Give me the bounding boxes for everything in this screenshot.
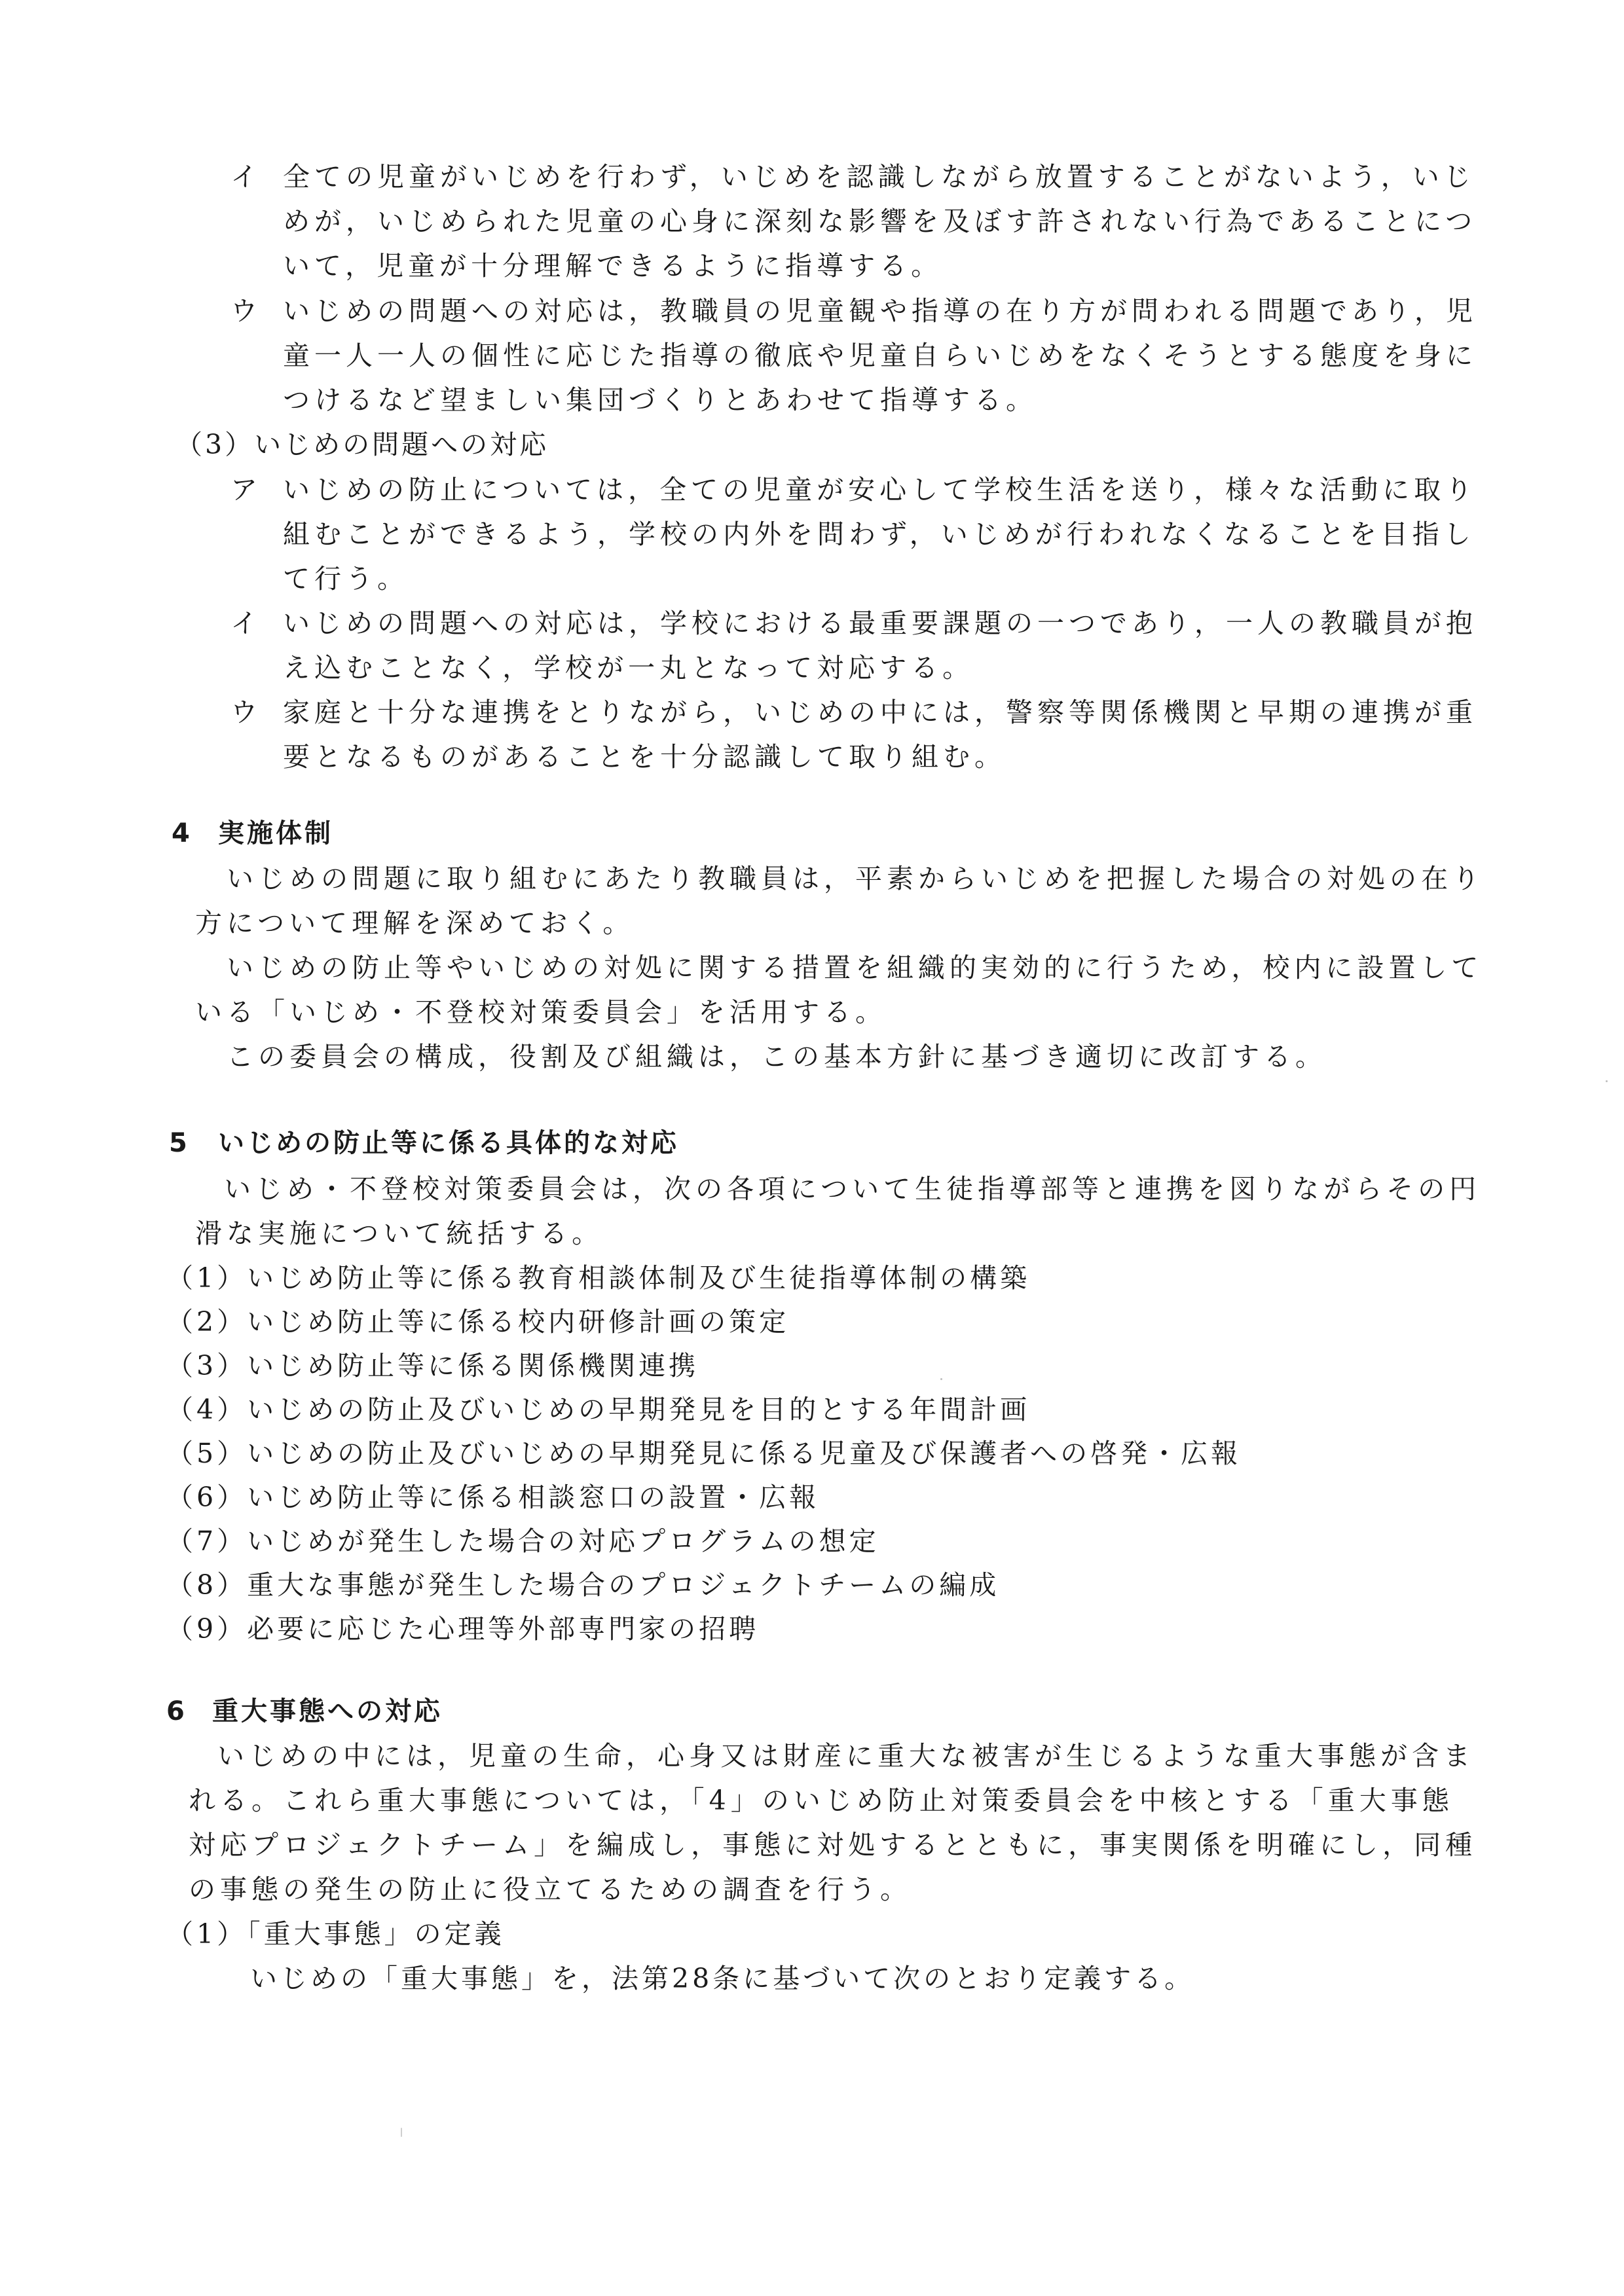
paragraph-line: 対応プロジェクトチーム」を編成し，事態に対処するとともに，事実関係を明確にし，同種 bbox=[189, 1829, 1477, 1861]
paragraph-line: いじめの中には，児童の生命，心身又は財産に重大な被害が生じるような重大事態が含ま bbox=[217, 1740, 1475, 1772]
paragraph-line: いじめの防止等やいじめの対処に関する措置を組織的実効的に行うため，校内に設置して bbox=[227, 952, 1483, 983]
list-item: （5）いじめの防止及びいじめの早期発見に係る児童及び保護者への啓発・広報 bbox=[166, 1438, 1242, 1469]
list-item: （1）いじめ防止等に係る教育相談体制及び生徒指導体制の構築 bbox=[166, 1262, 1031, 1294]
paragraph-line: れる。これら重大事態については，「4」のいじめ防止対策委員会を中核とする「重大事態 bbox=[189, 1785, 1454, 1816]
section-title: いじめの防止等に係る具体的な対応 bbox=[218, 1128, 679, 1158]
list-item: （8）重大な事態が発生した場合のプロジェクトチームの編成 bbox=[166, 1569, 1000, 1601]
paragraph-line: この委員会の構成，役割及び組織は，この基本方針に基づき適切に改訂する。 bbox=[227, 1041, 1327, 1072]
item-marker-i: イ bbox=[231, 608, 257, 639]
item-marker-a: ア bbox=[231, 474, 257, 505]
sub-heading: （1）「重大事態」の定義 bbox=[166, 1918, 505, 1950]
paragraph-line: いじめの問題に取り組むにあたり教職員は，平素からいじめを把握した場合の対処の在り bbox=[227, 863, 1484, 894]
paragraph-line: いじめの問題への対応は，学校における最重要課題の一つであり，一人の教職員が抱 bbox=[283, 608, 1477, 639]
paragraph-line: 組むことができるよう，学校の内外を問わず，いじめが行われなくなることを目指し bbox=[283, 519, 1475, 550]
section-number: 6 bbox=[166, 1696, 187, 1726]
item-marker-u: ウ bbox=[231, 697, 257, 728]
scan-speck bbox=[401, 2128, 402, 2137]
paragraph-line: いて，児童が十分理解できるように指導する。 bbox=[283, 250, 943, 282]
paragraph-line: いじめの「重大事態」を，法第28条に基づいて次のとおり定義する。 bbox=[250, 1963, 1195, 1994]
list-item: （3）いじめ防止等に係る関係機関連携 bbox=[166, 1350, 699, 1381]
list-item: （9）必要に応じた心理等外部専門家の招聘 bbox=[166, 1613, 760, 1645]
paragraph-line: 童一人一人の個性に応じた指導の徹底や児童自らいじめをなくそうとする態度を身に bbox=[283, 340, 1477, 371]
paragraph-line: 方について理解を深めておく。 bbox=[195, 907, 635, 939]
paragraph-line: 全ての児童がいじめを行わず，いじめを認識しながら放置することがないよう，いじ bbox=[283, 161, 1475, 192]
paragraph-line: 要となるものがあることを十分認識して取り組む。 bbox=[283, 741, 1006, 773]
paragraph-line: て行う。 bbox=[283, 563, 409, 594]
paragraph-line: めが，いじめられた児童の心身に深刻な影響を及ぼす許されない行為であることにつ bbox=[283, 206, 1477, 237]
list-item: （4）いじめの防止及びいじめの早期発見を目的とする年間計画 bbox=[166, 1394, 1031, 1425]
section-title: 実施体制 bbox=[218, 818, 333, 848]
item-marker-i: イ bbox=[231, 161, 257, 192]
paragraph-line: 滑な実施について統括する。 bbox=[195, 1218, 604, 1249]
paragraph-line: つけるなど望ましい集団づくりとあわせて指導する。 bbox=[283, 384, 1037, 416]
paragraph-line: 家庭と十分な連携をとりながら，いじめの中には，警察等関係機関と早期の連携が重 bbox=[283, 697, 1477, 728]
paragraph-line: いじめ・不登校対策委員会は，次の各項について生徒指導部等と連携を図りながらその円 bbox=[224, 1173, 1481, 1205]
section-title: 重大事態への対応 bbox=[212, 1696, 443, 1726]
paragraph-line: いる「いじめ・不登校対策委員会」を活用する。 bbox=[195, 996, 887, 1028]
paragraph-line: の事態の発生の防止に役立てるための調査を行う。 bbox=[189, 1874, 912, 1905]
sub-heading: （3）いじめの問題への対応 bbox=[175, 429, 549, 460]
paragraph-line: え込むことなく，学校が一丸となって対応する。 bbox=[283, 652, 974, 683]
list-item: （7）いじめが発生した場合の対応プログラムの想定 bbox=[166, 1525, 879, 1557]
section-number: 4 bbox=[172, 818, 193, 848]
item-marker-u: ウ bbox=[231, 295, 257, 327]
section-number: 5 bbox=[169, 1128, 190, 1158]
scan-speck bbox=[1606, 1080, 1608, 1082]
scan-speck bbox=[940, 1378, 942, 1380]
list-item: （6）いじめ防止等に係る相談窓口の設置・広報 bbox=[166, 1482, 820, 1513]
paragraph-line: いじめの問題への対応は，教職員の児童観や指導の在り方が問われる問題であり，児 bbox=[283, 295, 1477, 327]
paragraph-line: いじめの防止については，全ての児童が安心して学校生活を送り，様々な活動に取り bbox=[283, 474, 1477, 505]
list-item: （2）いじめ防止等に係る校内研修計画の策定 bbox=[166, 1306, 790, 1338]
